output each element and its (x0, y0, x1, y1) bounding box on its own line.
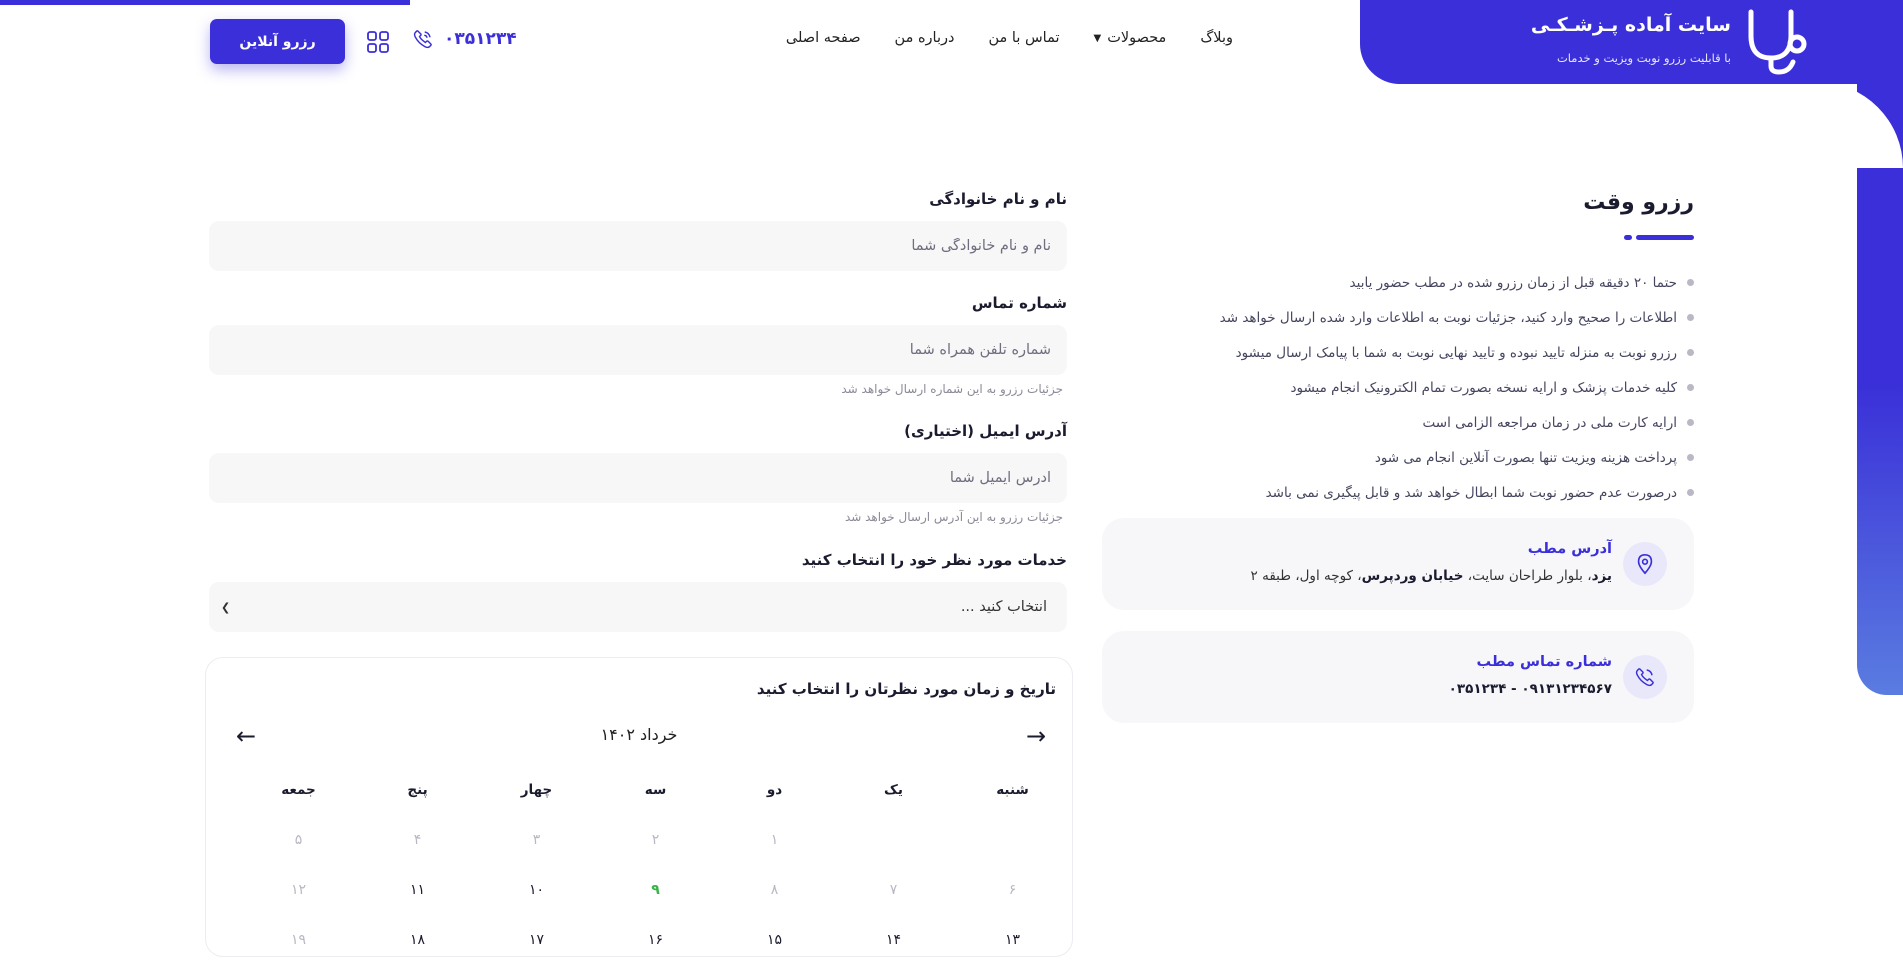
nav-label: تماس با من (988, 30, 1060, 46)
address-city: یزد (1591, 568, 1612, 584)
title-underline (1636, 235, 1694, 240)
calendar-week-row (204, 928, 1072, 978)
calendar-day[interactable]: ۱۷ (528, 932, 545, 948)
rules-list (1174, 265, 1694, 510)
bullet-icon (1687, 419, 1694, 426)
nav-label: وبلاگ (1200, 30, 1233, 46)
list-item (1174, 475, 1694, 510)
calendar-month: خرداد ۱۴۰۲ (600, 725, 678, 744)
calendar-day[interactable]: ۱۴ (885, 932, 902, 948)
rule-text: حتما ۲۰ دقیقه قبل از زمان رزرو شده در مطب حضور یابید (1349, 274, 1677, 291)
list-item (1174, 335, 1694, 370)
calendar-day: ۴ (413, 832, 422, 848)
rule-text: کلیه خدمات پزشک و ارایه نسخه بصورت تمام الکترونیک انجام میشود (1290, 379, 1677, 396)
weekday-label: چهار (520, 782, 553, 798)
calendar-day: ۲ (651, 832, 660, 848)
calendar-day[interactable]: ۱۶ (647, 932, 664, 948)
phone-label: شماره تماس (971, 294, 1067, 312)
rule-text: رزرو نوبت به منزله تایید نبوده و تایید نهایی نوبت به شما با پیامک ارسال میشود (1235, 344, 1677, 361)
list-item (1174, 405, 1694, 440)
calendar-day[interactable]: ۹ (651, 882, 660, 898)
title-underline-dot (1624, 235, 1632, 240)
logo-title: سایت آماده پـزشـکـی (1530, 14, 1731, 36)
name-label: نام و نام خانوادگی (929, 190, 1067, 208)
address-part: ، بلوار طراحان سایت، (1463, 568, 1592, 584)
phone-icon (1623, 655, 1667, 699)
name-field[interactable] (209, 221, 1067, 271)
logo-block[interactable] (1360, 0, 1857, 84)
services-select[interactable] (209, 582, 1067, 632)
date-picker (205, 657, 1073, 957)
address-title: آدرس مطب (1527, 541, 1612, 557)
nav-label: محصولات (1107, 30, 1167, 46)
calendar-title: تاریخ و زمان مورد نظرتان را انتخاب کنید (756, 680, 1056, 698)
calendar-day[interactable]: ۱۸ (409, 932, 426, 948)
services-label: خدمات مورد نظر خود را انتخاب کنید (801, 551, 1067, 569)
rule-text: درصورت عدم حضور نوبت شما ابطال خواهد شد و قابل پیگیری نمی باشد (1265, 484, 1677, 501)
grid-menu-icon[interactable] (366, 30, 390, 54)
weekday-label: یک (884, 782, 903, 798)
header-phone[interactable] (412, 28, 517, 50)
phone-card (1102, 631, 1694, 723)
email-hint: جزئیات رزرو به این آدرس ارسال خواهد شد (844, 510, 1063, 524)
header-phone-number: ۰۳۵۱۲۳۴ (444, 29, 517, 49)
nav-item-blog[interactable] (1200, 30, 1233, 46)
calendar-week-row (204, 828, 1072, 878)
bullet-icon (1687, 279, 1694, 286)
phone-icon (412, 28, 434, 50)
calendar-day: ۳ (532, 832, 541, 848)
address-street: خیابان وردپرس (1361, 568, 1464, 584)
nav-item-products[interactable] (1094, 30, 1167, 46)
list-item (1174, 300, 1694, 335)
prev-month-arrow-icon[interactable]: ← (235, 722, 257, 750)
email-field[interactable] (209, 453, 1067, 503)
page-progress-bar (0, 0, 410, 5)
chevron-down-icon: ▼ (1093, 32, 1102, 44)
calendar-day: ۷ (889, 882, 898, 898)
location-pin-icon (1623, 542, 1667, 586)
list-item (1174, 265, 1694, 300)
bullet-icon (1687, 349, 1694, 356)
weekday-header-row (204, 778, 1072, 828)
address-text (1251, 568, 1612, 584)
calendar-day: ۸ (770, 882, 779, 898)
reserve-online-button[interactable]: رزرو آنلاین (210, 19, 345, 64)
phone-hint: جزئیات رزرو به این شماره ارسال خواهد شد (841, 382, 1063, 396)
bullet-icon (1687, 384, 1694, 391)
calendar-day: ۱۹ (290, 932, 307, 948)
calendar-day[interactable]: ۱۱ (409, 882, 426, 898)
weekday-label: دو (766, 782, 783, 798)
main-nav (786, 30, 1233, 46)
nav-label: صفحه اصلی (785, 30, 861, 46)
weekday-label: سه (644, 782, 667, 798)
weekday-label: شنبه (996, 782, 1029, 798)
rule-text: ارایه کارت ملی در زمان مراجعه الزامی است (1422, 414, 1677, 431)
calendar-day: ۱۲ (290, 882, 307, 898)
calendar-day: ۶ (1008, 882, 1017, 898)
list-item (1174, 440, 1694, 475)
phone-field[interactable] (209, 325, 1067, 375)
calendar-day: ۵ (294, 832, 303, 848)
nav-item-about[interactable] (895, 30, 955, 46)
calendar-day: ۱ (770, 832, 779, 848)
calendar-empty-cell (953, 828, 1072, 878)
stethoscope-icon (1743, 6, 1807, 76)
bullet-icon (1687, 314, 1694, 321)
phone-card-title: شماره تماس مطب (1476, 654, 1612, 670)
phone-card-text (1449, 681, 1612, 697)
calendar-grid (204, 778, 1072, 978)
nav-item-home[interactable] (786, 30, 861, 46)
chevron-down-icon: ❯ (221, 600, 231, 614)
page-title: رزرو وقت (1583, 190, 1694, 215)
bullet-icon (1687, 454, 1694, 461)
next-month-arrow-icon[interactable]: → (1025, 722, 1047, 750)
rule-text: اطلاعات را صحیح وارد کنید، جزئیات نوبت به اطلاعات وارد شده ارسال خواهد شد (1219, 309, 1677, 326)
list-item (1174, 370, 1694, 405)
calendar-empty-cell (834, 828, 953, 878)
calendar-week-row (204, 878, 1072, 928)
weekday-label: پنج (407, 782, 428, 798)
calendar-day[interactable]: ۱۳ (1004, 932, 1021, 948)
nav-item-contact[interactable] (988, 30, 1059, 46)
calendar-day[interactable]: ۱۵ (766, 932, 783, 948)
bullet-icon (1687, 489, 1694, 496)
phone-numbers: ۰۹۱۳۱۲۳۴۵۶۷ - ۰۳۵۱۲۳۴ (1448, 681, 1612, 697)
calendar-day[interactable]: ۱۰ (528, 882, 545, 898)
nav-label: درباره من (894, 30, 955, 46)
email-label: آدرس ایمیل (اختیاری) (904, 422, 1067, 440)
address-card (1102, 518, 1694, 610)
address-part: ، کوچه اول، طبقه ۲ (1250, 568, 1362, 584)
weekday-label: جمعه (281, 782, 316, 798)
rule-text: پرداخت هزینه ویزیت تنها بصورت آنلاین انجام می شود (1374, 449, 1677, 466)
logo-subtitle: با قابلیت رزرو نوبت ویزیت و خدمات (1556, 51, 1731, 65)
services-selected-value: انتخاب کنید ... (960, 599, 1047, 615)
